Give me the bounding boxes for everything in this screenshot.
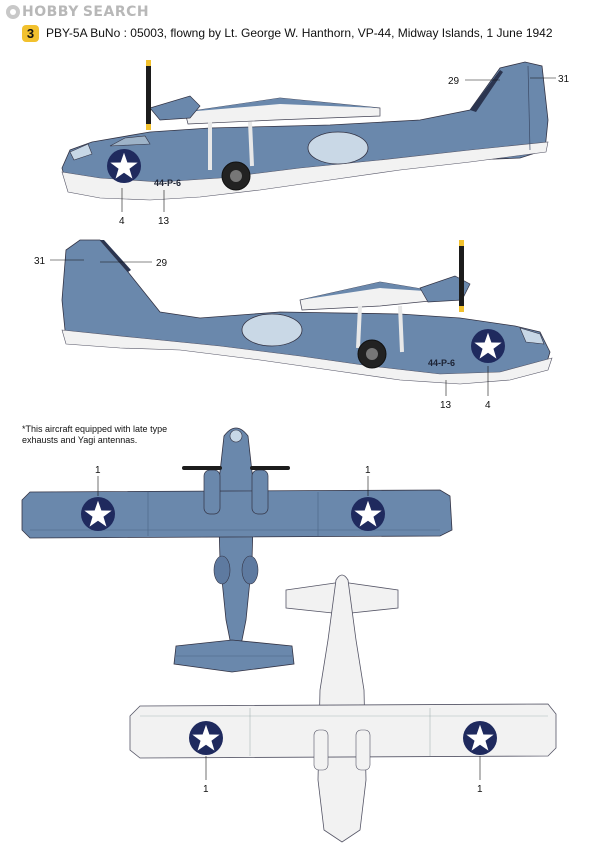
side2-callout-c: 13 [440,400,452,411]
top-callout-left: 1 [95,465,101,476]
note-line-2: exhausts and Yagi antennas. [22,435,138,445]
logo-search-text: SEARCH [82,4,150,20]
top-callout-right: 1 [365,465,371,476]
bottom-view [130,575,556,842]
note-line-1: *This aircraft equipped with late type [22,424,168,434]
side2-callout-d: 4 [485,400,491,411]
side1-callout-a: 29 [448,76,460,87]
logo-hobby-text: HOBBY [22,4,79,20]
bottom-callout-right: 1 [477,784,483,795]
side2-callout-b: 29 [156,258,168,269]
side2-callout-a: 31 [34,256,46,267]
bottom-callout-left: 1 [203,784,209,795]
side2-fuselage-code: 44-P-6 [428,358,456,368]
top-fuselage [218,428,254,670]
top-view [22,428,452,672]
side1-fuselage-code: 44-P-6 [154,178,182,188]
side1-callout-c: 4 [119,216,125,227]
side1-callout-b: 31 [558,74,570,85]
side1-callout-d: 13 [158,216,170,227]
side-view-left [62,60,570,227]
profile-number-badge: 3 [22,25,39,42]
profile-title: PBY-5A BuNo : 05003, flowng by Lt. George W. Hanthorn, VP-44, Midway Islands, 1 June 1942 [46,26,553,40]
side-view-right [34,240,552,411]
